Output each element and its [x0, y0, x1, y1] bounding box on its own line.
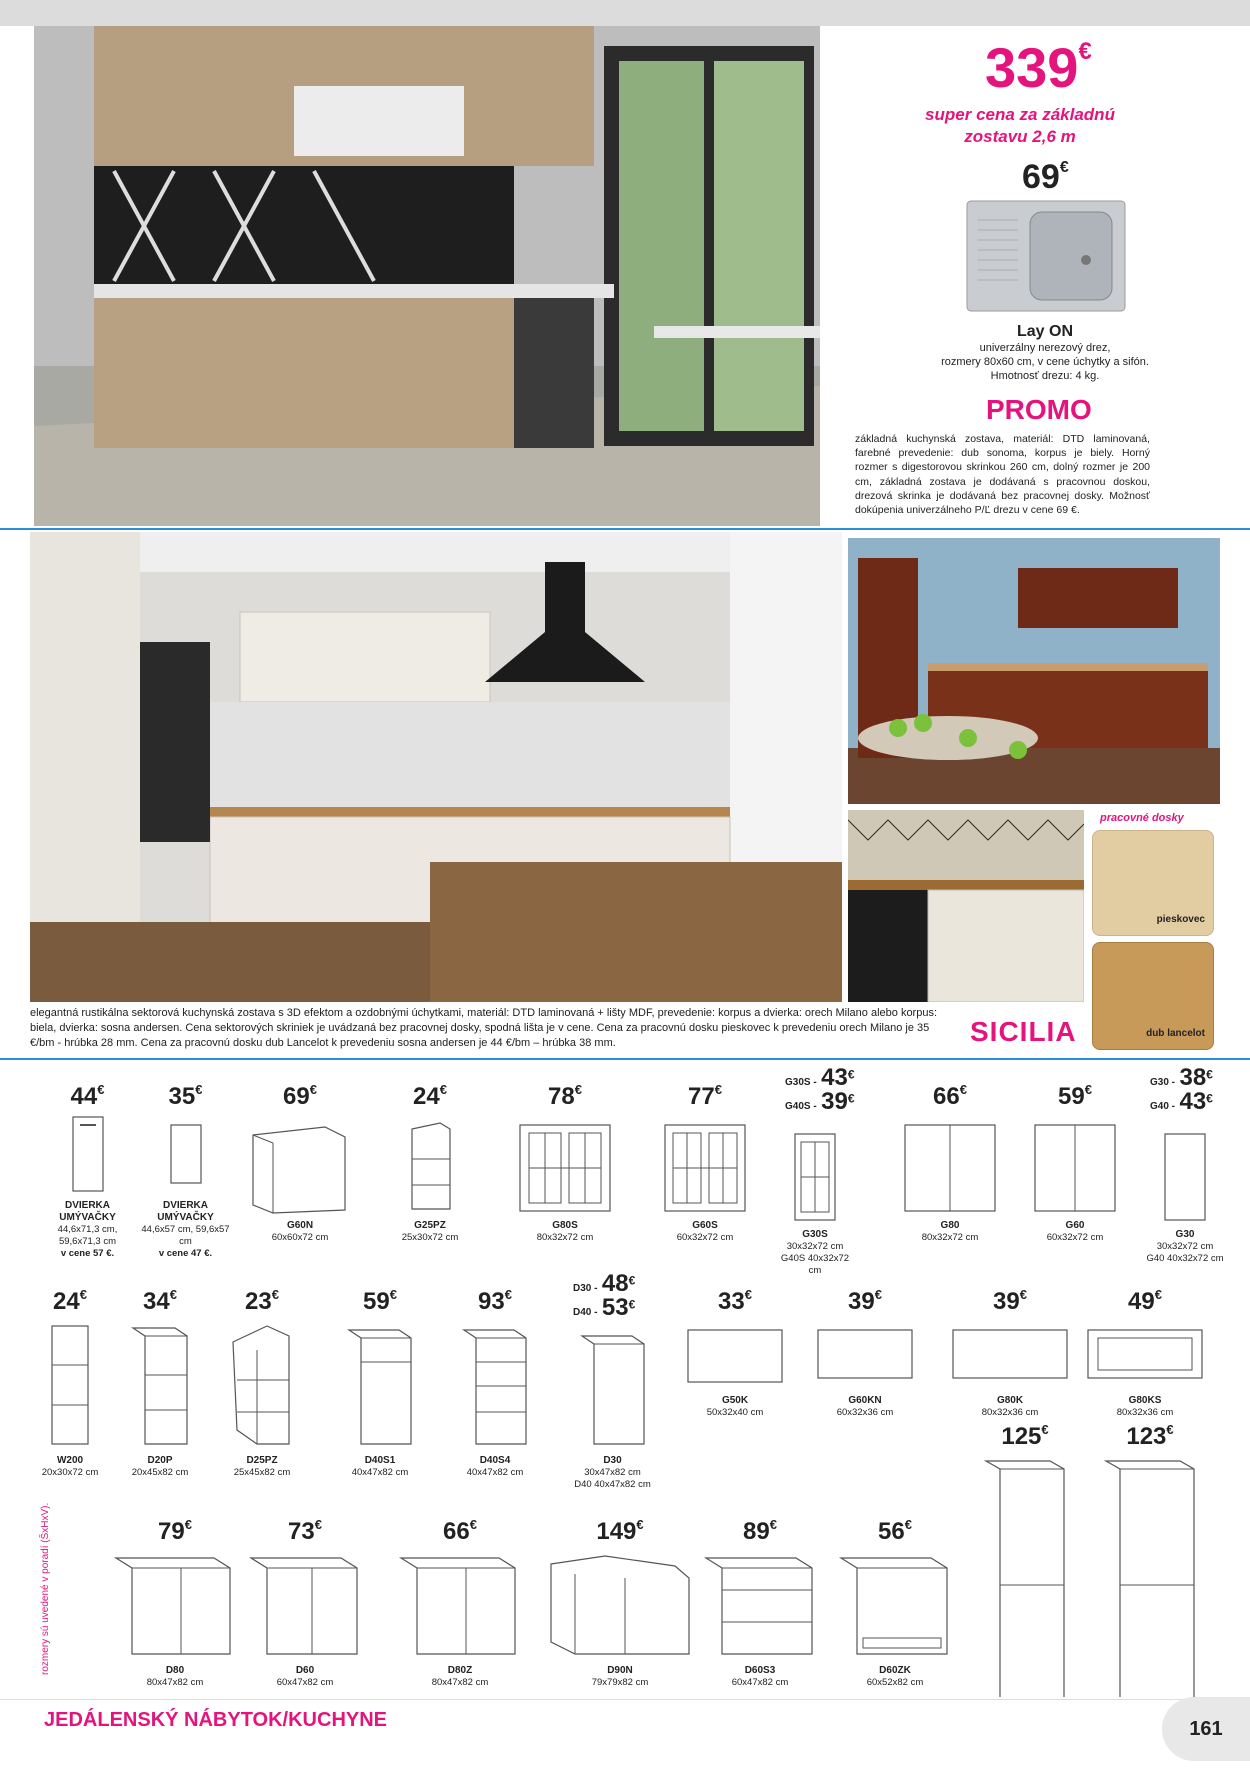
product-d20p: 34€ D20P 20x45x82 cm — [131, 1287, 189, 1478]
product-dishwasher-door-2: 35€ DVIERKA UMÝVAČKY 44,6x57 cm, 59,6x57 cm v cene 47 €. — [141, 1082, 230, 1259]
hero-description: základná kuchynská zostava, materiál: DTD laminovaná, farebné prevedenie: dub sonoma, korpus je biely. Horný rozmer s digestorovou skrinkou 260 cm, dolný rozmer je 200 cm, základná zostava je dodávaná s pracovnou doskou, drezová skrinka je dodávaná bez pracovnej dosky. Možnosť dokúpenia univerzálneho P/Ľ drezu v cene 69 €. — [855, 433, 1150, 516]
product-g80: 66€ G80 80x32x72 cm — [895, 1085, 1005, 1244]
hero-kitchen-photo — [34, 26, 820, 526]
sink-image — [966, 200, 1126, 312]
product-d40s1: 59€ D40S1 40x47x82 cm — [340, 1290, 420, 1479]
promo-label: PROMO — [986, 394, 1092, 425]
sicilia-kitchen-photo — [30, 532, 842, 1002]
product-g60n: 69€ G60N 60x60x72 cm — [245, 1085, 355, 1244]
sicilia-walnut-photo — [848, 538, 1220, 804]
page-number: 161 — [1162, 1697, 1250, 1761]
hero-price: 339€ — [985, 36, 1092, 99]
product-d60s3: 89€ D60S3 60x47x82 cm — [700, 1520, 820, 1689]
product-g30: G30 30x32x72 cm G40 40x32x72 cm — [1140, 1118, 1230, 1265]
product-g30s: G30S 30x32x72 cm G40S 40x32x72 cm — [775, 1118, 855, 1277]
footer-title: JEDÁLENSKÝ NÁBYTOK/KUCHYNE — [44, 1709, 388, 1731]
product-g80ks: 49€ G80KS 80x32x36 cm — [1080, 1290, 1210, 1419]
product-d60: 73€ D60 60x47x82 cm — [245, 1520, 365, 1689]
section-divider-2 — [0, 1058, 1250, 1060]
product-g60: 59€ G60 60x32x72 cm — [1025, 1085, 1125, 1244]
product-g25pz: 24€ G25PZ 25x30x72 cm — [401, 1082, 459, 1243]
product-d40s4: 93€ D40S4 40x47x82 cm — [455, 1290, 535, 1479]
product-g60s: 77€ G60S 60x32x72 cm — [650, 1085, 760, 1244]
product-d40sp: 125€ — [975, 1425, 1075, 1734]
product-d25pz: 23€ D25PZ 25x45x82 cm — [233, 1287, 291, 1478]
product-g80s: 78€ G80S 80x32x72 cm — [505, 1085, 625, 1244]
product-d90n: 149€ D90N 79x79x82 cm — [545, 1520, 695, 1689]
g30s-g40s-prices: G30S - 43€ G40S - 39€ — [785, 1064, 855, 1115]
sicilia-detail-photo — [848, 810, 1084, 1002]
section-divider — [0, 528, 1250, 530]
product-d80: 79€ D80 80x47x82 cm — [110, 1520, 240, 1689]
footer — [0, 1697, 1250, 1768]
sink-info: Lay ON univerzálny nerezový drez, rozmery 80x60 cm, v cene úchytky a sifón. Hmotnosť drezu: 4 kg. — [941, 323, 1149, 382]
product-g80k: 39€ G80K 80x32x36 cm — [945, 1290, 1075, 1419]
dimensions-note: rozmery sú uvedené v poradí (ŠxHxV). — [40, 1502, 51, 1675]
product-d30: D30 30x47x82 cm D40 40x47x82 cm — [570, 1322, 655, 1491]
product-d60zk: 56€ D60ZK 60x52x82 cm — [835, 1520, 955, 1689]
worktops-title: pracovné dosky — [1100, 812, 1184, 824]
product-d60zl: 123€ — [1095, 1425, 1205, 1734]
worktop-pieskovec: pieskovec — [1092, 830, 1214, 936]
product-w200: 24€ W200 20x30x72 cm — [41, 1287, 99, 1478]
worktop-dub-lancelot: dub lancelot — [1092, 942, 1214, 1050]
product-g50k: 33€ G50K 50x32x40 cm — [680, 1290, 790, 1419]
sink-price: 69€ — [1022, 158, 1069, 196]
product-dishwasher-door-1: 44€ DVIERKA UMÝVAČKY 44,6x71,3 cm, 59,6x71,3 cm v cene 57 €. — [57, 1082, 118, 1259]
product-d80z: 66€ D80Z 80x47x82 cm — [395, 1520, 525, 1689]
top-bar — [0, 0, 1250, 26]
d30-d40-prices: D30 - 48€ D40 - 53€ — [573, 1270, 636, 1321]
g30-g40-prices: G30 - 38€ G40 - 43€ — [1150, 1064, 1213, 1115]
product-g60kn: 39€ G60KN 60x32x36 cm — [810, 1290, 920, 1419]
sicilia-description: elegantná rustikálna sektorová kuchynská zostava s 3D efektom a ozdobnými úchytkami, materiál: DTD laminovaná + lišty MDF, prevedenie: korpus a dvierka: orech Milano alebo korpus: biela, dvierka: sosna andersen. Cena sektorových skriniek je uvádzaná bez pracovnej dosky, spodná lišta je v cene. Cena za pracovnú dosku pieskovec k prevedeniu orech Milano je 35 €/bm - hrúbka 28 mm. Cena za pracovnú dosku dub Lancelot k prevedeniu sosna andersen je 44 €/bm – hrúbka 38 mm. — [30, 1007, 938, 1049]
sicilia-title: SICILIA — [970, 1016, 1077, 1047]
hero-tagline: super cena za základnú zostavu 2,6 m — [925, 105, 1115, 147]
